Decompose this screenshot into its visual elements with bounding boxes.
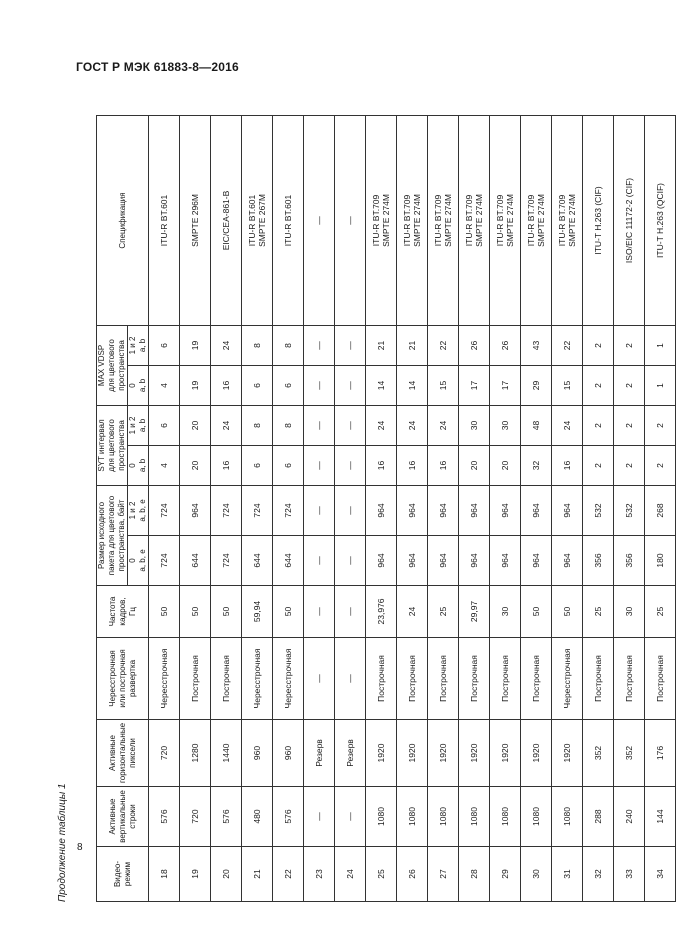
packet-size-12-cell: 532 (614, 485, 645, 535)
scan-type-cell: Построчная (614, 637, 645, 719)
syt-0-cell: 2 (645, 445, 676, 485)
packet-size-12-cell: 964 (180, 485, 211, 535)
packet-size-0-cell: 724 (211, 535, 242, 585)
vdsp-12-cell: 6 (149, 325, 180, 365)
active-rows-cell: 480 (242, 787, 273, 847)
table-row (614, 115, 645, 901)
specification-cell: ITU-R BT.601 SMPTE 267M (242, 115, 273, 325)
packet-size-12-cell: 724 (242, 485, 273, 535)
syt-0-cell: 6 (242, 445, 273, 485)
frame-rate-cell: 25 (428, 585, 459, 637)
vdsp-0-cell: 15 (428, 365, 459, 405)
frame-rate-cell: 59,94 (242, 585, 273, 637)
subheader-packet-0: 0 a, b, e (128, 535, 149, 585)
table-row (335, 115, 366, 901)
specification-cell: — (304, 115, 335, 325)
specification-cell: ITU-R BT.709 SMPTE 274M (521, 115, 552, 325)
scan-type-cell: Построчная (428, 637, 459, 719)
packet-size-12-cell: 964 (552, 485, 583, 535)
syt-12-cell: 30 (459, 405, 490, 445)
syt-12-cell: 8 (273, 405, 304, 445)
vdsp-12-cell: 22 (552, 325, 583, 365)
active-rows-cell: 576 (149, 787, 180, 847)
syt-12-cell: — (304, 405, 335, 445)
table-row (583, 115, 614, 901)
frame-rate-cell: 50 (273, 585, 304, 637)
syt-12-cell: 24 (211, 405, 242, 445)
specification-cell: EIC/CEA-861-B (211, 115, 242, 325)
vdsp-0-cell: — (304, 365, 335, 405)
active-rows-cell: — (304, 787, 335, 847)
active-rows-cell: 1080 (490, 787, 521, 847)
active-pixels-cell: 352 (614, 719, 645, 786)
syt-12-cell: — (335, 405, 366, 445)
specification-cell: ISO/EIC 11172-2 (CIF) (614, 115, 645, 325)
syt-0-cell: 2 (614, 445, 645, 485)
active-rows-cell: 1080 (521, 787, 552, 847)
vdsp-12-cell: 21 (366, 325, 397, 365)
packet-size-0-cell: 964 (521, 535, 552, 585)
syt-12-cell: 48 (521, 405, 552, 445)
vdsp-12-cell: 2 (583, 325, 614, 365)
table-row (149, 115, 180, 901)
syt-12-cell: 30 (490, 405, 521, 445)
active-pixels-cell: 960 (273, 719, 304, 786)
frame-rate-cell: 50 (211, 585, 242, 637)
packet-size-0-cell: 644 (242, 535, 273, 585)
table-row (397, 115, 428, 901)
vdsp-12-cell: 26 (459, 325, 490, 365)
specification-cell: ITU-T H.263 (QCIF) (645, 115, 676, 325)
table-row (459, 115, 490, 901)
table-row (552, 115, 583, 901)
table-row (490, 115, 521, 901)
frame-rate-cell: — (304, 585, 335, 637)
mode-cell: 18 (149, 847, 180, 902)
vdsp-0-cell: 14 (366, 365, 397, 405)
syt-12-cell: 8 (242, 405, 273, 445)
packet-size-0-cell: 964 (428, 535, 459, 585)
syt-12-cell: 2 (614, 405, 645, 445)
specification-cell: ITU-R BT.709 SMPTE 274M (459, 115, 490, 325)
frame-rate-cell: 50 (180, 585, 211, 637)
packet-size-12-cell: — (304, 485, 335, 535)
vdsp-0-cell: — (335, 365, 366, 405)
packet-size-0-cell: — (335, 535, 366, 585)
frame-rate-cell: 24 (397, 585, 428, 637)
active-pixels-cell: 1280 (180, 719, 211, 786)
syt-12-cell: 24 (428, 405, 459, 445)
specification-cell: ITU-T H.263 (CIF) (583, 115, 614, 325)
vdsp-12-cell: 19 (180, 325, 211, 365)
table-caption: Продолжение таблицы 1 (57, 783, 68, 902)
header-max-vdsp: MAX VDSP для цветового пространства (97, 325, 128, 405)
table-row (304, 115, 335, 901)
subheader-packet-12: 1 и 2 a, b, e (128, 485, 149, 535)
syt-12-cell: 2 (645, 405, 676, 445)
table-row (273, 115, 304, 901)
syt-12-cell: 2 (583, 405, 614, 445)
header-scan-type: Чересстрочная или построчная развертка (97, 637, 149, 719)
syt-12-cell: 24 (366, 405, 397, 445)
table-row (242, 115, 273, 901)
active-pixels-cell: Резерв (335, 719, 366, 786)
vdsp-0-cell: 17 (459, 365, 490, 405)
active-rows-cell: 1080 (459, 787, 490, 847)
header-syt-interval: SYT интервал для цветового пространства (97, 405, 128, 485)
packet-size-12-cell: 964 (490, 485, 521, 535)
packet-size-12-cell: 964 (397, 485, 428, 535)
packet-size-0-cell: 964 (366, 535, 397, 585)
vdsp-12-cell: 22 (428, 325, 459, 365)
mode-cell: 26 (397, 847, 428, 902)
active-rows-cell: 1080 (552, 787, 583, 847)
table-row (521, 115, 552, 901)
video-modes-table (96, 115, 676, 902)
frame-rate-cell: 30 (490, 585, 521, 637)
active-rows-cell: 1080 (397, 787, 428, 847)
mode-cell: 21 (242, 847, 273, 902)
packet-size-12-cell: 964 (428, 485, 459, 535)
syt-0-cell: 20 (490, 445, 521, 485)
active-pixels-cell: 352 (583, 719, 614, 786)
specification-cell: ITU-R BT.601 (273, 115, 304, 325)
active-rows-cell: 1080 (366, 787, 397, 847)
mode-cell: 34 (645, 847, 676, 902)
packet-size-12-cell: 964 (521, 485, 552, 535)
syt-0-cell: 6 (273, 445, 304, 485)
syt-12-cell: 20 (180, 405, 211, 445)
vdsp-0-cell: 19 (180, 365, 211, 405)
packet-size-12-cell: 724 (149, 485, 180, 535)
header-mode: Видео- режим (97, 847, 149, 902)
scan-type-cell: Построчная (583, 637, 614, 719)
frame-rate-cell: — (335, 585, 366, 637)
vdsp-0-cell: 14 (397, 365, 428, 405)
specification-cell: ITU-R BT.601 (149, 115, 180, 325)
active-rows-cell: — (335, 787, 366, 847)
active-rows-cell: 720 (180, 787, 211, 847)
header-active-pixels: Активные горизонтальные пиксели (97, 719, 149, 786)
scan-type-cell: — (304, 637, 335, 719)
header-specification: Спецификация (97, 115, 149, 325)
mode-cell: 31 (552, 847, 583, 902)
vdsp-0-cell: 29 (521, 365, 552, 405)
frame-rate-cell: 25 (645, 585, 676, 637)
active-pixels-cell: 1920 (490, 719, 521, 786)
vdsp-12-cell: 8 (242, 325, 273, 365)
active-pixels-cell: 960 (242, 719, 273, 786)
header-frame-rate: Частота кадров, Гц (97, 585, 149, 637)
vdsp-0-cell: 1 (645, 365, 676, 405)
scan-type-cell: — (335, 637, 366, 719)
specification-cell: ITU-R BT.709 SMPTE 274M (490, 115, 521, 325)
table-row (428, 115, 459, 901)
vdsp-0-cell: 2 (614, 365, 645, 405)
vdsp-0-cell: 2 (583, 365, 614, 405)
mode-cell: 22 (273, 847, 304, 902)
syt-0-cell: — (304, 445, 335, 485)
active-rows-cell: 288 (583, 787, 614, 847)
active-rows-cell: 144 (645, 787, 676, 847)
scan-type-cell: Построчная (397, 637, 428, 719)
table-row (180, 115, 211, 901)
active-rows-cell: 576 (273, 787, 304, 847)
scan-type-cell: Построчная (459, 637, 490, 719)
packet-size-12-cell: 724 (273, 485, 304, 535)
syt-0-cell: 16 (552, 445, 583, 485)
document-title: ГОСТ Р МЭК 61883-8—2016 (76, 60, 239, 74)
scan-type-cell: Построчная (521, 637, 552, 719)
subheader-vdsp-12: 1 и 2 a, b (128, 325, 149, 365)
packet-size-0-cell: 180 (645, 535, 676, 585)
packet-size-0-cell: 964 (459, 535, 490, 585)
packet-size-0-cell: 964 (552, 535, 583, 585)
scan-type-cell: Чересстрочная (242, 637, 273, 719)
packet-size-0-cell: — (304, 535, 335, 585)
mode-cell: 32 (583, 847, 614, 902)
packet-size-0-cell: 964 (490, 535, 521, 585)
active-pixels-cell: Резерв (304, 719, 335, 786)
packet-size-12-cell: — (335, 485, 366, 535)
scan-type-cell: Построчная (490, 637, 521, 719)
specification-cell: — (335, 115, 366, 325)
syt-0-cell: 16 (428, 445, 459, 485)
packet-size-0-cell: 356 (583, 535, 614, 585)
scan-type-cell: Чересстрочная (149, 637, 180, 719)
vdsp-0-cell: 17 (490, 365, 521, 405)
mode-cell: 30 (521, 847, 552, 902)
syt-0-cell: 16 (366, 445, 397, 485)
vdsp-0-cell: 15 (552, 365, 583, 405)
mode-cell: 19 (180, 847, 211, 902)
mode-cell: 29 (490, 847, 521, 902)
syt-0-cell: 2 (583, 445, 614, 485)
header-packet-size: Размер исходного пакета для цветового пространства, байт (97, 485, 128, 585)
active-pixels-cell: 1920 (459, 719, 490, 786)
vdsp-12-cell: — (335, 325, 366, 365)
vdsp-0-cell: 6 (273, 365, 304, 405)
page-number: 8 (77, 842, 83, 853)
frame-rate-cell: 30 (614, 585, 645, 637)
specification-cell: ITU-R BT.709 SMPTE 274M (366, 115, 397, 325)
syt-0-cell: 16 (397, 445, 428, 485)
specification-cell: ITU-R BT.709 SMPTE 274M (397, 115, 428, 325)
specification-cell: ITU-R BT.709 SMPTE 274M (428, 115, 459, 325)
vdsp-12-cell: — (304, 325, 335, 365)
active-pixels-cell: 1920 (397, 719, 428, 786)
packet-size-0-cell: 644 (180, 535, 211, 585)
syt-12-cell: 24 (552, 405, 583, 445)
packet-size-12-cell: 532 (583, 485, 614, 535)
active-pixels-cell: 1920 (366, 719, 397, 786)
packet-size-0-cell: 644 (273, 535, 304, 585)
frame-rate-cell: 25 (583, 585, 614, 637)
mode-cell: 25 (366, 847, 397, 902)
table-row (211, 115, 242, 901)
active-pixels-cell: 1440 (211, 719, 242, 786)
packet-size-0-cell: 964 (397, 535, 428, 585)
vdsp-0-cell: 4 (149, 365, 180, 405)
specification-cell: SMPTE 296M (180, 115, 211, 325)
rotated-table-container (57, 101, 665, 902)
mode-cell: 23 (304, 847, 335, 902)
scan-type-cell: Построчная (211, 637, 242, 719)
scan-type-cell: Чересстрочная (273, 637, 304, 719)
active-pixels-cell: 720 (149, 719, 180, 786)
subheader-syt-0: 0 a, b (128, 445, 149, 485)
scan-type-cell: Построчная (180, 637, 211, 719)
packet-size-0-cell: 356 (614, 535, 645, 585)
frame-rate-cell: 29,97 (459, 585, 490, 637)
vdsp-12-cell: 2 (614, 325, 645, 365)
vdsp-0-cell: 6 (242, 365, 273, 405)
syt-0-cell: 32 (521, 445, 552, 485)
packet-size-0-cell: 724 (149, 535, 180, 585)
syt-12-cell: 24 (397, 405, 428, 445)
syt-12-cell: 6 (149, 405, 180, 445)
specification-cell: ITU-R BT.709 SMPTE 274M (552, 115, 583, 325)
packet-size-12-cell: 268 (645, 485, 676, 535)
mode-cell: 20 (211, 847, 242, 902)
subheader-syt-12: 1 и 2 a, b (128, 405, 149, 445)
syt-0-cell: 20 (459, 445, 490, 485)
scan-type-cell: Построчная (645, 637, 676, 719)
vdsp-12-cell: 8 (273, 325, 304, 365)
table-row (645, 115, 676, 901)
packet-size-12-cell: 724 (211, 485, 242, 535)
active-pixels-cell: 1920 (521, 719, 552, 786)
frame-rate-cell: 23,976 (366, 585, 397, 637)
vdsp-12-cell: 26 (490, 325, 521, 365)
frame-rate-cell: 50 (552, 585, 583, 637)
active-pixels-cell: 1920 (428, 719, 459, 786)
syt-0-cell: — (335, 445, 366, 485)
packet-size-12-cell: 964 (366, 485, 397, 535)
frame-rate-cell: 50 (521, 585, 552, 637)
subheader-vdsp-0: 0 a, b (128, 365, 149, 405)
mode-cell: 28 (459, 847, 490, 902)
active-rows-cell: 1080 (428, 787, 459, 847)
vdsp-12-cell: 24 (211, 325, 242, 365)
scan-type-cell: Построчная (366, 637, 397, 719)
active-rows-cell: 240 (614, 787, 645, 847)
active-pixels-cell: 1920 (552, 719, 583, 786)
scan-type-cell: Чересстрочная (552, 637, 583, 719)
vdsp-0-cell: 16 (211, 365, 242, 405)
syt-0-cell: 4 (149, 445, 180, 485)
mode-cell: 33 (614, 847, 645, 902)
table-row (366, 115, 397, 901)
syt-0-cell: 20 (180, 445, 211, 485)
mode-cell: 24 (335, 847, 366, 902)
vdsp-12-cell: 1 (645, 325, 676, 365)
table-body (149, 115, 676, 901)
vdsp-12-cell: 43 (521, 325, 552, 365)
active-pixels-cell: 176 (645, 719, 676, 786)
active-rows-cell: 576 (211, 787, 242, 847)
frame-rate-cell: 50 (149, 585, 180, 637)
header-active-rows: Активные вертикальные строки (97, 787, 149, 847)
syt-0-cell: 16 (211, 445, 242, 485)
mode-cell: 27 (428, 847, 459, 902)
vdsp-12-cell: 21 (397, 325, 428, 365)
packet-size-12-cell: 964 (459, 485, 490, 535)
